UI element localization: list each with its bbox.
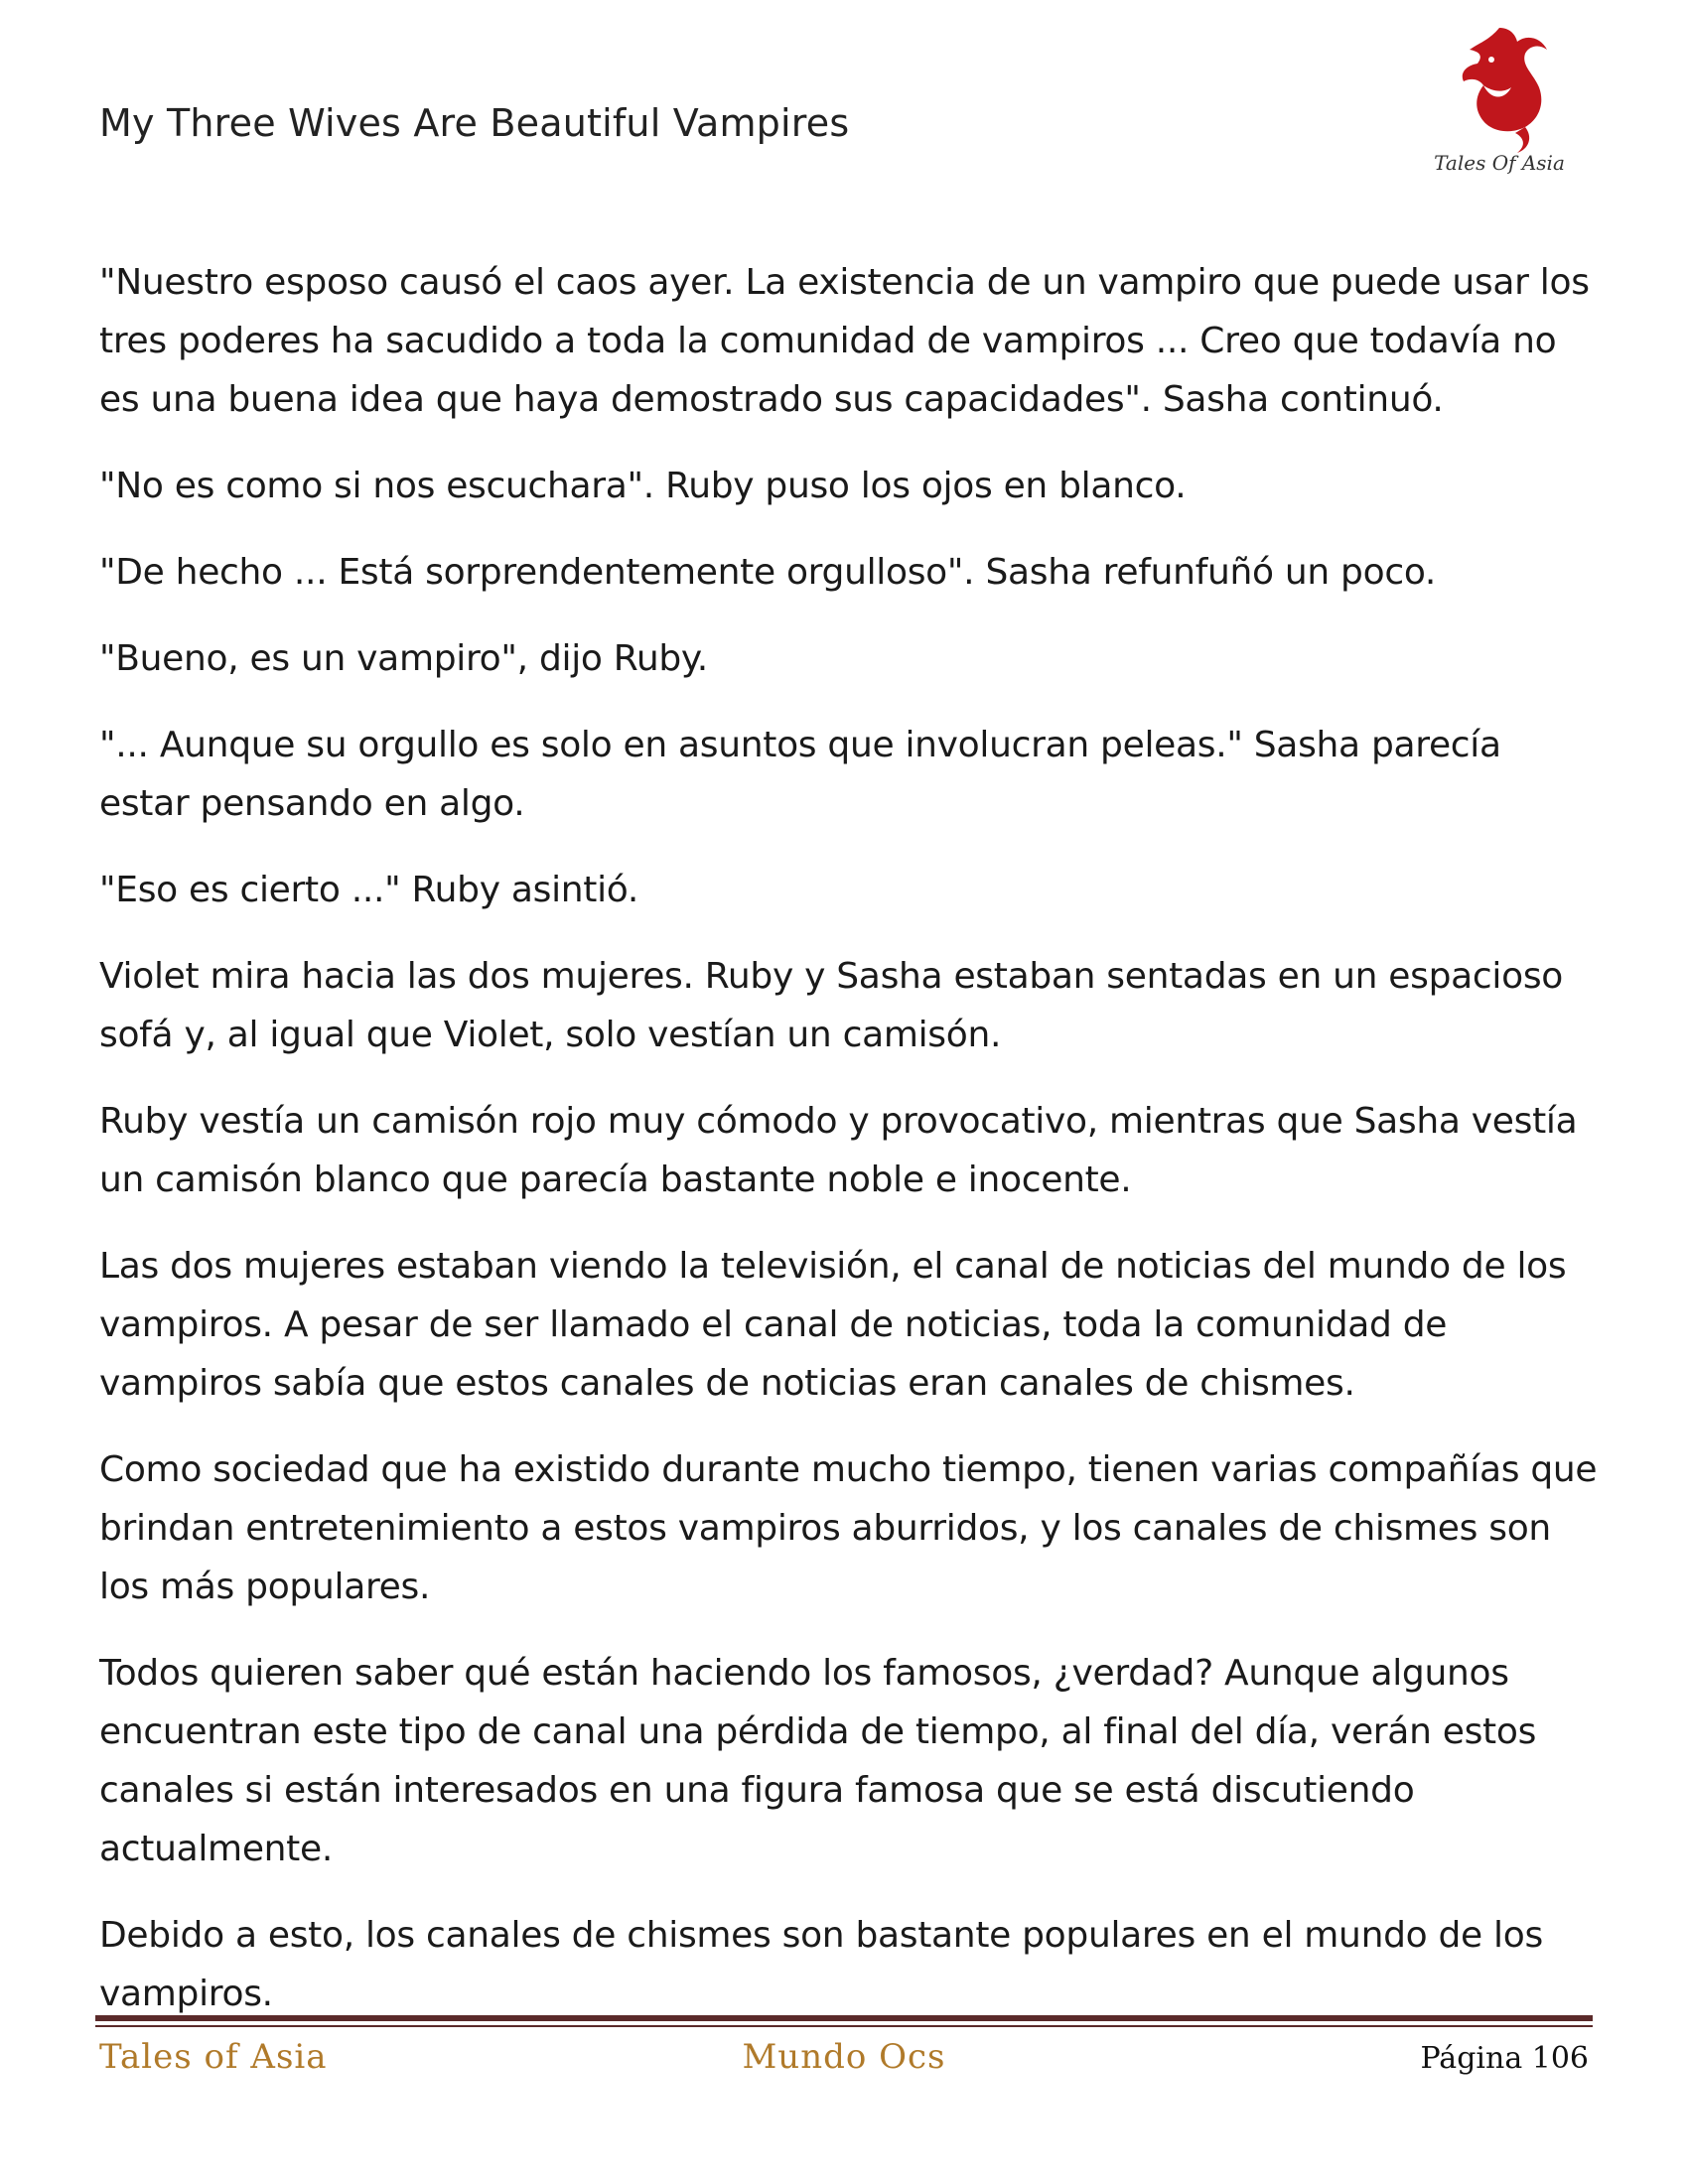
paragraph: "Nuestro esposo causó el caos ayer. La existencia de un vampiro que puede usar los tres poderes ha sacudido a toda la comunidad de vampiros ... Creo que todavía no es una buena idea que haya demostrado sus capacidades". Sasha continuó. bbox=[99, 262, 1590, 420]
chapter-body bbox=[99, 253, 1599, 2051]
footer-publisher: Tales of Asia bbox=[99, 2037, 328, 2077]
page-number: Página 106 bbox=[1420, 2041, 1589, 2076]
paragraph: Violet mira hacia las dos mujeres. Ruby y Sasha estaban sentadas en un espacioso sofá y, al igual que Violet, solo vestían un camisón. bbox=[99, 956, 1564, 1055]
paragraph: Todos quieren saber qué están haciendo los famosos, ¿verdad? Aunque algunos encuentran este tipo de canal una pérdida de tiempo, al final del día, verán estos canales si están interesados en una figura famosa que se está discutiendo actualmente. bbox=[99, 1653, 1537, 1869]
paragraph: "... Aunque su orgullo es solo en asuntos que involucran peleas." Sasha parecía estar pensando en algo. bbox=[99, 725, 1501, 824]
paragraph: Las dos mujeres estaban viendo la televisión, el canal de noticias del mundo de los vampiros. A pesar de ser llamado el canal de noticias, toda la comunidad de vampiros sabía que estos canales de noticias eran canales de chismes. bbox=[99, 1246, 1567, 1404]
logo-text: Tales Of Asia bbox=[1434, 151, 1565, 175]
document-title: My Three Wives Are Beautiful Vampires bbox=[99, 101, 850, 145]
footer-divider bbox=[95, 2015, 1593, 2021]
paragraph: Como sociedad que ha existido durante mucho tiempo, tienen varias compañías que brindan entretenimiento a estos vampiros aburridos, y los canales de chismes son los más populares. bbox=[99, 1449, 1598, 1607]
paragraph: "No es como si nos escuchara". Ruby puso los ojos en blanco. bbox=[99, 466, 1187, 506]
footer-section: Mundo Ocs bbox=[742, 2037, 946, 2077]
footer-divider-thin bbox=[95, 2025, 1593, 2027]
paragraph: "De hecho ... Está sorprendentemente orgulloso". Sasha refunfuñó un poco. bbox=[99, 552, 1437, 593]
paragraph: Debido a esto, los canales de chismes son bastante populares en el mundo de los vampiros. bbox=[99, 1915, 1543, 2014]
paragraph: "Eso es cierto ..." Ruby asintió. bbox=[99, 870, 639, 910]
paragraph: Ruby vestía un camisón rojo muy cómodo y provocativo, mientras que Sasha vestía un camisón blanco que parecía bastante noble e inocente. bbox=[99, 1101, 1578, 1200]
paragraph: "Bueno, es un vampiro", dijo Ruby. bbox=[99, 638, 708, 679]
